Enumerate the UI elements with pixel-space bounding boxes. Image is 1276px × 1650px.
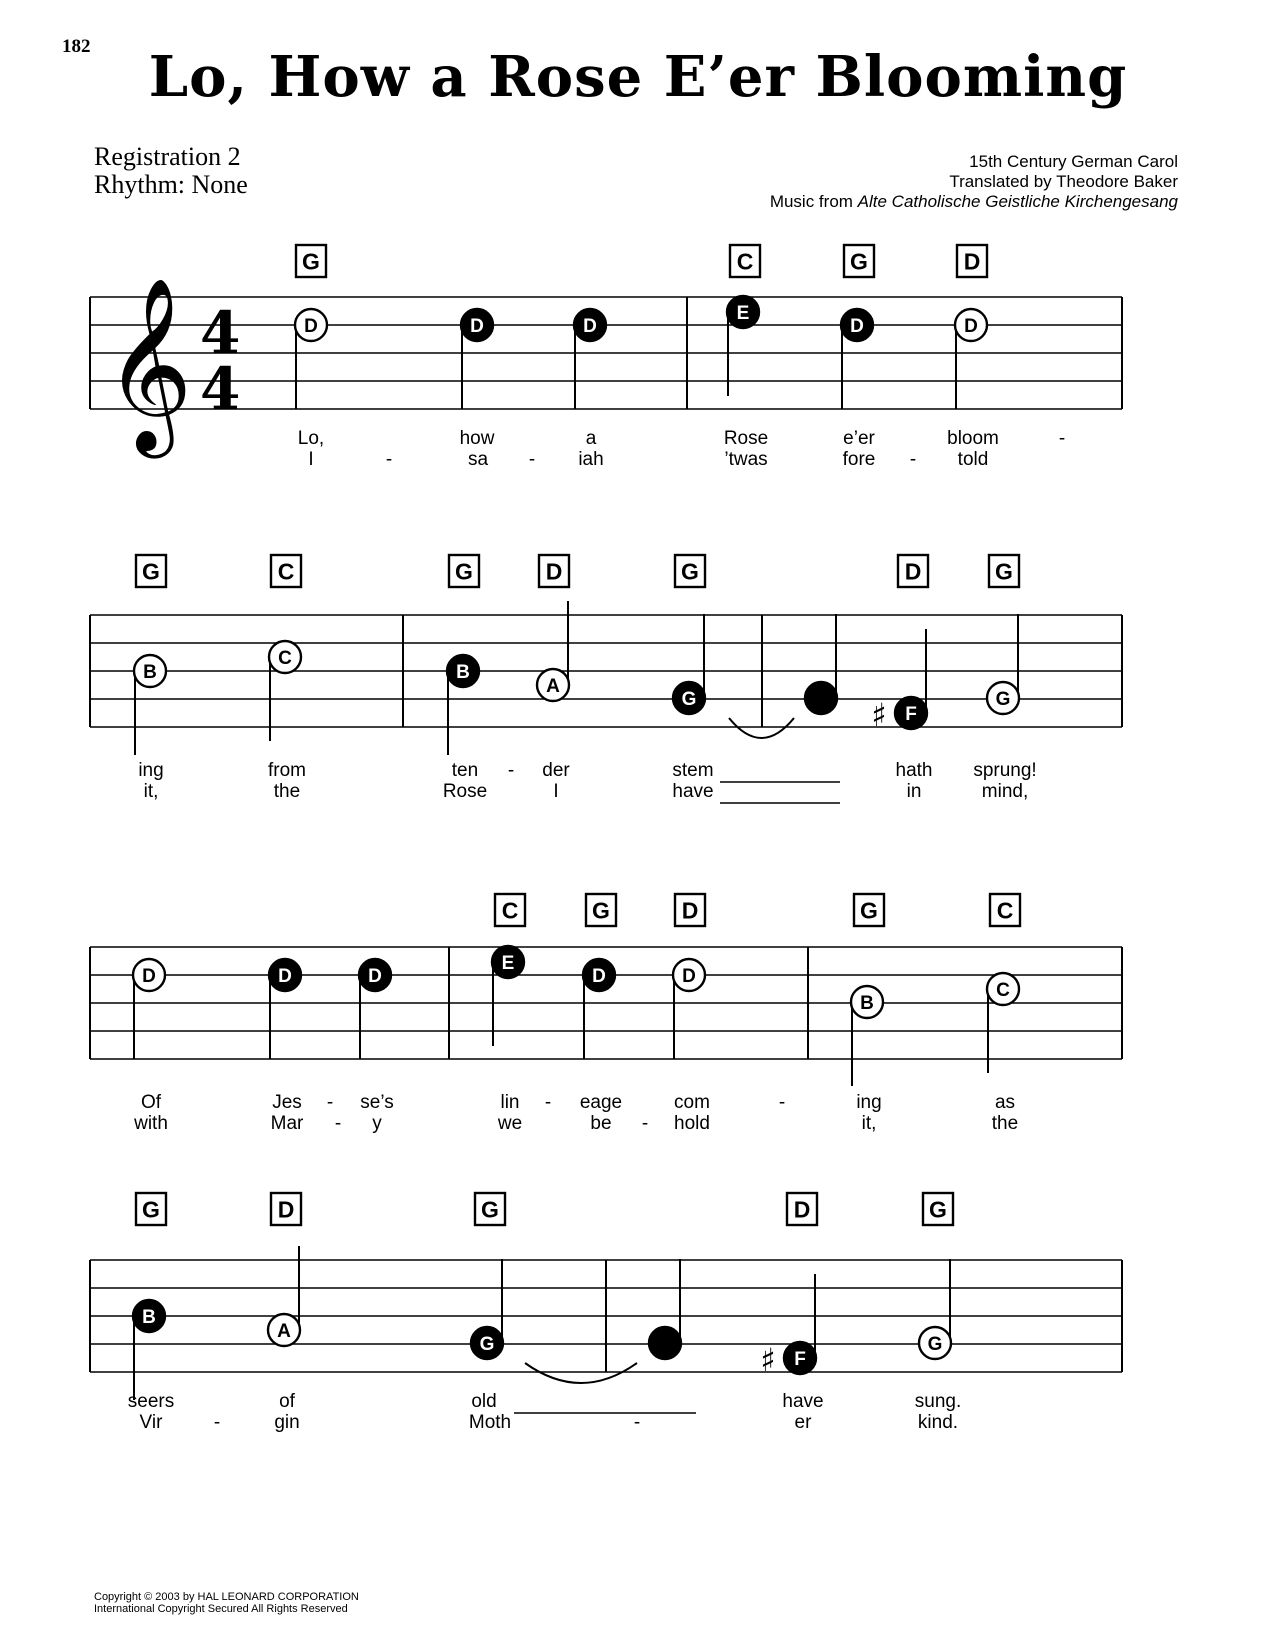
chord-symbol: G xyxy=(681,558,699,585)
lyric-syllable: Moth xyxy=(468,1412,512,1433)
chord-symbol: D xyxy=(277,1196,295,1223)
lyric-syllable: Mar xyxy=(270,1113,304,1134)
note-circle xyxy=(649,1327,681,1359)
note-letter: D xyxy=(850,316,864,337)
note-letter: D xyxy=(142,966,156,987)
chord-symbol: D xyxy=(904,558,922,585)
note-letter: D xyxy=(592,966,606,987)
lyric-syllable: fore xyxy=(842,449,876,470)
lyric-hyphen: - xyxy=(213,1412,221,1433)
note-letter: C xyxy=(278,648,292,669)
chord-symbol: G xyxy=(995,558,1013,585)
lyric-syllable: sa xyxy=(467,449,489,470)
lyric-syllable: the xyxy=(273,781,301,802)
note-letter: D xyxy=(304,316,318,337)
note-letter: D xyxy=(964,316,978,337)
lyric-syllable: iah xyxy=(578,449,604,470)
lyric-hyphen: - xyxy=(334,1113,342,1134)
note-head xyxy=(295,309,327,409)
chord-symbol: G xyxy=(929,1196,947,1223)
note-head xyxy=(537,601,569,701)
chord-symbol: C xyxy=(736,248,754,275)
note-head xyxy=(447,655,479,755)
note-letter: E xyxy=(501,953,515,974)
chord-symbol: G xyxy=(455,558,473,585)
rights-line: International Copyright Secured All Rights Reserved xyxy=(94,1603,348,1615)
sharp-sign: ♯ xyxy=(871,696,887,734)
lyric-syllable: ten xyxy=(451,760,479,781)
lyric-syllable: the xyxy=(991,1113,1019,1134)
lyric-syllable: in xyxy=(906,781,922,802)
credit-translator: Translated by Theodore Baker xyxy=(949,172,1178,191)
chord-symbol: G xyxy=(142,1196,160,1223)
chord-symbol: G xyxy=(142,558,160,585)
lyric-syllable: gin xyxy=(274,1412,300,1433)
copyright-footer xyxy=(94,1591,359,1615)
lyric-syllable: hold xyxy=(674,1113,710,1134)
lyric-syllable: Rose xyxy=(723,428,769,449)
lyric-hyphen: - xyxy=(1058,428,1066,449)
lyric-hyphen: - xyxy=(778,1092,786,1113)
lyric-syllable: der xyxy=(542,760,570,781)
lyric-syllable: old xyxy=(471,1391,497,1412)
lyric-syllable: com xyxy=(674,1092,710,1113)
system-1 xyxy=(90,245,1122,470)
chord-symbol: G xyxy=(860,897,878,924)
note-letter: D xyxy=(368,966,382,987)
chord-symbol: C xyxy=(501,897,519,924)
note-head xyxy=(359,959,391,1059)
lyric-syllable: sung. xyxy=(914,1391,962,1412)
lyric-syllable: we xyxy=(497,1113,523,1134)
note-head xyxy=(649,1259,681,1359)
lyric-syllable: hath xyxy=(895,760,933,781)
lyric-syllable: ing xyxy=(856,1092,882,1113)
lyric-syllable: Jes xyxy=(272,1092,302,1113)
lyric-syllable: er xyxy=(794,1412,812,1433)
lyric-syllable: told xyxy=(957,449,989,470)
lyric-syllable: sprung! xyxy=(973,760,1037,781)
note-letter: B xyxy=(860,993,874,1014)
lyric-hyphen: - xyxy=(909,449,917,470)
note-letter: G xyxy=(479,1334,495,1355)
note-head xyxy=(471,1259,503,1359)
lyric-syllable: have xyxy=(782,1391,824,1412)
note-letter: B xyxy=(142,1307,156,1328)
note-letter: G xyxy=(995,689,1011,710)
note-head xyxy=(134,655,166,755)
lyric-syllable: seers xyxy=(127,1391,175,1412)
chord-symbol: D xyxy=(793,1196,811,1223)
registration-label: Registration 2 xyxy=(94,142,241,171)
note-head xyxy=(895,629,927,729)
note-head xyxy=(851,986,883,1086)
lyric-syllable: as xyxy=(994,1092,1016,1113)
note-letter: B xyxy=(143,662,157,683)
note-head xyxy=(841,309,873,409)
lyric-syllable: lin xyxy=(500,1092,520,1113)
sharp-sign: ♯ xyxy=(760,1341,776,1379)
lyric-hyphen: - xyxy=(633,1412,641,1433)
lyric-hyphen: - xyxy=(326,1092,334,1113)
note-letter: A xyxy=(546,676,560,697)
lyric-syllable: Rose xyxy=(442,781,488,802)
note-head xyxy=(673,959,705,1059)
song-title: Lo, How a Rose E’er Blooming xyxy=(148,44,1128,110)
chord-symbol: C xyxy=(277,558,295,585)
note-head xyxy=(784,1274,816,1374)
lyric-syllable: with xyxy=(134,1113,168,1134)
lyric-hyphen: - xyxy=(641,1113,649,1134)
chord-symbol: D xyxy=(963,248,981,275)
system-3 xyxy=(90,894,1122,1134)
lyric-syllable: a xyxy=(585,428,597,449)
tie xyxy=(525,1363,637,1383)
lyric-syllable: eage xyxy=(579,1092,623,1113)
lyric-hyphen: - xyxy=(528,449,536,470)
chord-symbol: G xyxy=(592,897,610,924)
system-4 xyxy=(90,1193,1122,1433)
note-head xyxy=(133,1300,165,1400)
lyric-syllable: ing xyxy=(138,760,164,781)
lyric-syllable: of xyxy=(279,1391,295,1412)
lyric-syllable: ’twas xyxy=(724,449,768,470)
credit-origin: 15th Century German Carol xyxy=(969,152,1178,171)
system-2 xyxy=(90,555,1122,803)
lyric-syllable: se’s xyxy=(360,1092,394,1113)
note-head xyxy=(987,973,1019,1073)
lyric-syllable: it, xyxy=(861,1113,877,1134)
note-head xyxy=(673,614,705,714)
lyric-syllable: I xyxy=(553,781,559,802)
lyric-syllable: from xyxy=(268,760,306,781)
note-letter: C xyxy=(996,980,1010,1001)
note-letter: G xyxy=(681,689,697,710)
copyright-line: Copyright © 2003 by HAL LEONARD CORPORATION xyxy=(94,1591,359,1603)
lyric-hyphen: - xyxy=(385,449,393,470)
lyric-syllable: have xyxy=(672,781,714,802)
note-head xyxy=(987,614,1019,714)
credit-music-prefix: Music from xyxy=(769,192,858,211)
note-letter: E xyxy=(736,303,750,324)
lyric-syllable: how xyxy=(459,428,495,449)
note-head xyxy=(269,959,301,1059)
lyric-syllable: y xyxy=(372,1113,382,1134)
note-letter: D xyxy=(583,316,597,337)
note-head xyxy=(268,1246,300,1346)
note-letter: D xyxy=(278,966,292,987)
chord-symbol: G xyxy=(481,1196,499,1223)
note-letter: D xyxy=(470,316,484,337)
lyric-syllable: it, xyxy=(143,781,159,802)
credit-music-work: Alte Catholische Geistliche Kirchengesang xyxy=(857,192,1178,211)
lyric-syllable: Of xyxy=(140,1092,162,1113)
page-number: 182 xyxy=(62,36,91,57)
note-letter: F xyxy=(794,1349,806,1370)
lyric-syllable: I xyxy=(308,449,314,470)
chord-symbol: G xyxy=(850,248,868,275)
note-head xyxy=(269,641,301,741)
chord-symbol: D xyxy=(545,558,563,585)
chord-symbol: D xyxy=(681,897,699,924)
note-head xyxy=(133,959,165,1059)
lyric-syllable: kind. xyxy=(917,1412,959,1433)
note-head xyxy=(955,309,987,409)
time-signature-top: 4 xyxy=(200,299,241,367)
note-letter: F xyxy=(905,704,917,725)
chord-symbol: G xyxy=(302,248,320,275)
time-signature-bottom: 4 xyxy=(200,355,241,423)
lyric-syllable: Lo, xyxy=(297,428,325,449)
note-head xyxy=(919,1259,951,1359)
note-head xyxy=(574,309,606,409)
note-head xyxy=(583,959,615,1059)
note-head xyxy=(461,309,493,409)
lyric-syllable: e’er xyxy=(843,428,875,449)
lyric-hyphen: - xyxy=(507,760,515,781)
rhythm-label: Rhythm: None xyxy=(94,170,248,199)
lyric-syllable: Vir xyxy=(139,1412,163,1433)
note-letter: G xyxy=(927,1334,943,1355)
note-letter: D xyxy=(682,966,696,987)
treble-clef: 𝄞 xyxy=(104,277,193,451)
chord-symbol: C xyxy=(996,897,1014,924)
note-circle xyxy=(805,682,837,714)
note-head xyxy=(805,614,837,714)
lyric-hyphen: - xyxy=(544,1092,552,1113)
lyric-syllable: be xyxy=(590,1113,612,1134)
lyric-syllable: stem xyxy=(672,760,714,781)
lyric-syllable: bloom xyxy=(947,428,999,449)
note-letter: B xyxy=(456,662,470,683)
note-letter: A xyxy=(277,1321,291,1342)
lyric-syllable: mind, xyxy=(981,781,1029,802)
